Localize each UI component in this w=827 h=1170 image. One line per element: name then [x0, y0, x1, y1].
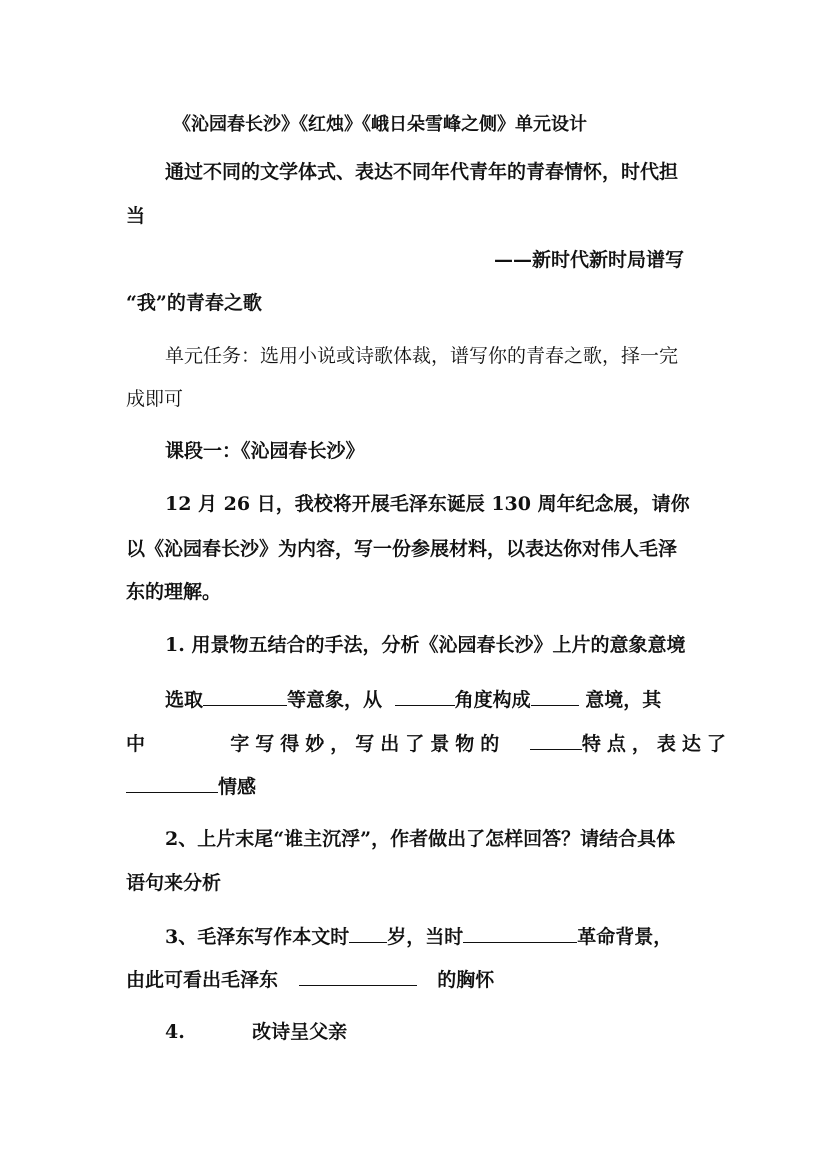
theme-line-1: 通过不同的文学体式、表达不同年代青年的青春情怀，时代担 [165, 161, 679, 183]
question-2-line-1: 2、上片末尾“谁主沉浮”，作者做出了怎样回答？请结合具体 [165, 828, 676, 850]
fill-text: 3、毛泽东写作本文时 [165, 926, 350, 948]
section-heading: 课段一：《沁园春长沙》 [165, 440, 365, 462]
fill-text: 角度构成 [454, 689, 531, 711]
fill-text: 由此可看出毛泽东 [126, 969, 279, 991]
question-1: 1. 用景物五结合的手法，分析《沁园春长沙》上片的意象意境 [165, 634, 686, 656]
question-4-text: 改诗呈父亲 [252, 1021, 348, 1043]
answer-blank[interactable] [463, 924, 577, 943]
fill-text: 特点，表达了 [581, 733, 732, 755]
task-line-1: 单元任务：选用小说或诗歌体裁，谱写你的青春之歌，择一完 [165, 345, 679, 367]
fill-text: 选取 [165, 689, 204, 711]
fill-text: 情感 [218, 776, 257, 798]
theme-subtitle-line-2: “我”的青春之歌 [126, 292, 262, 314]
answer-blank[interactable] [531, 687, 579, 706]
answer-blank[interactable] [203, 687, 287, 706]
intro-line-1: 12 月 26 日，我校将开展毛泽东诞辰 130 周年纪念展，请你 [165, 493, 690, 515]
answer-blank[interactable] [530, 731, 582, 750]
question-1-fill-row-1 [165, 687, 661, 712]
intro-line-2: 以《沁园春长沙》为内容，写一份参展材料，以表达你对伟人毛泽 [126, 538, 678, 560]
question-4-number: 4. [165, 1021, 185, 1043]
task-line-2: 成即可 [126, 388, 184, 410]
fill-text: 的胸怀 [437, 969, 495, 991]
question-1-fill-row-3 [126, 774, 256, 799]
fill-text: 革命背景， [577, 926, 673, 948]
intro-line-3: 东的理解。 [126, 581, 222, 603]
question-3-row-2 [126, 967, 494, 992]
answer-blank[interactable] [395, 687, 455, 706]
question-1-fill-row-2 [126, 731, 732, 756]
fill-text: 字写得妙，写出了景物的 [230, 733, 506, 755]
question-4 [165, 1020, 347, 1044]
fill-text: 中 [126, 733, 146, 755]
fill-text: 意境，其 [585, 689, 662, 711]
answer-blank[interactable] [299, 967, 417, 986]
answer-blank[interactable] [349, 924, 387, 943]
theme-subtitle-line-1: ——新时代新时局谱写 [494, 249, 685, 271]
question-2-line-2: 语句来分析 [126, 872, 222, 894]
document-title: 《沁园春长沙》《红烛》《峨日朵雪峰之侧》单元设计 [173, 114, 587, 135]
answer-blank[interactable] [126, 774, 218, 793]
theme-line-2: 当 [126, 205, 146, 227]
question-3-row-1 [165, 924, 672, 949]
fill-text: 等意象，从 [287, 689, 383, 711]
fill-text: 岁，当时 [387, 926, 464, 948]
